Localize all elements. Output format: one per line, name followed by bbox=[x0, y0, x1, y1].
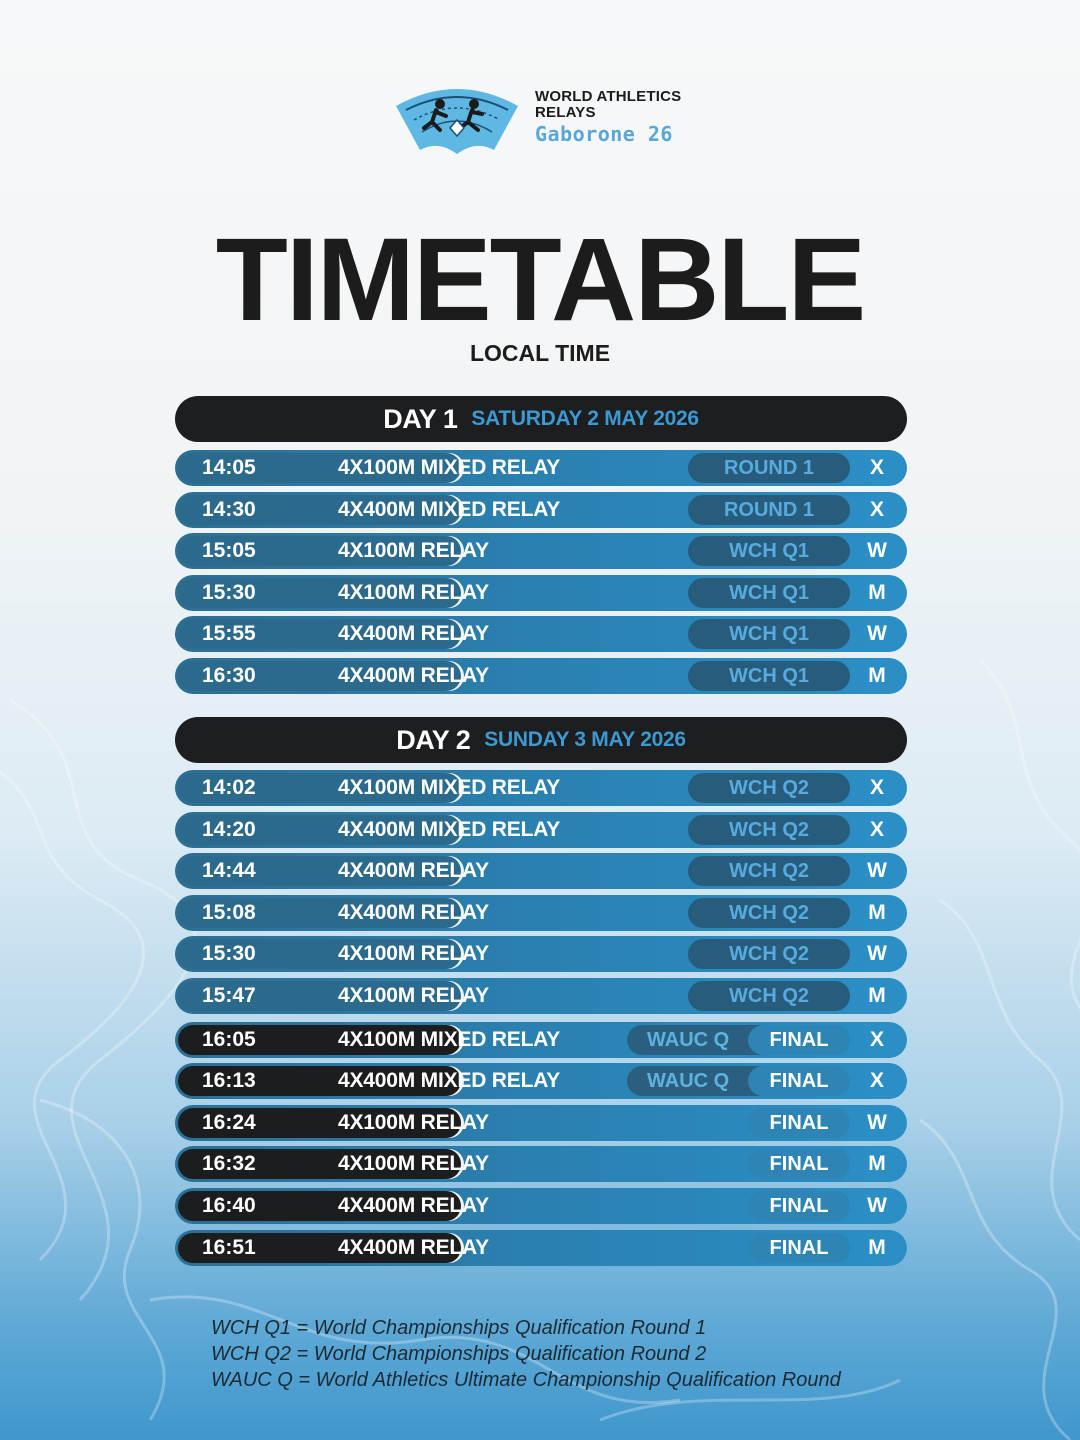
schedule-row bbox=[175, 492, 907, 528]
schedule-row bbox=[175, 1063, 907, 1099]
row-event: 4X100M RELAY bbox=[338, 984, 489, 1007]
schedule-row bbox=[175, 616, 907, 652]
row-event: 4X100M RELAY bbox=[338, 942, 489, 965]
row-round-badge: FINAL bbox=[748, 1149, 850, 1179]
schedule-row bbox=[175, 812, 907, 848]
row-time: 14:02 bbox=[178, 773, 461, 803]
logo-city: Gaborone 26 bbox=[535, 122, 673, 146]
row-round-badge: WCH Q2 bbox=[688, 898, 850, 928]
row-round-badge: WCH Q2 bbox=[688, 856, 850, 886]
schedule-row bbox=[175, 658, 907, 694]
row-category: W bbox=[867, 539, 887, 562]
day-label: DAY 2 bbox=[396, 724, 471, 755]
footnote: WCH Q2 = World Championships Qualification Round 2 bbox=[211, 1343, 707, 1365]
row-round-badge: WCH Q2 bbox=[688, 939, 850, 969]
schedule-row bbox=[175, 895, 907, 931]
row-round-badge: FINAL bbox=[748, 1191, 850, 1221]
row-event: 4X100M MIXED RELAY bbox=[338, 1028, 561, 1051]
row-time: 14:30 bbox=[178, 495, 461, 525]
row-round-badge: WCH Q1 bbox=[688, 619, 850, 649]
row-category: W bbox=[867, 942, 887, 965]
row-round-badge: FINAL bbox=[748, 1066, 850, 1096]
row-event: 4X100M RELAY bbox=[338, 1152, 489, 1175]
day-date: SATURDAY 2 MAY 2026 bbox=[471, 407, 699, 430]
day-date: SUNDAY 3 MAY 2026 bbox=[484, 728, 686, 751]
row-category: M bbox=[868, 664, 886, 687]
row-category: M bbox=[868, 1236, 886, 1259]
row-time: 15:47 bbox=[178, 981, 461, 1011]
row-time: 14:44 bbox=[178, 856, 461, 886]
schedule-row bbox=[175, 936, 907, 972]
day-label: DAY 1 bbox=[383, 403, 458, 434]
row-round-badge: ROUND 1 bbox=[688, 453, 850, 483]
logo-line-2: RELAYS bbox=[535, 104, 596, 121]
row-event: 4X400M RELAY bbox=[338, 664, 489, 687]
row-time: 15:30 bbox=[178, 578, 461, 608]
row-round-badge: FINAL bbox=[748, 1025, 850, 1055]
schedule-row bbox=[175, 1188, 907, 1224]
row-round-badge: WCH Q1 bbox=[688, 536, 850, 566]
row-event: 4X100M RELAY bbox=[338, 581, 489, 604]
row-event: 4X400M RELAY bbox=[338, 1194, 489, 1217]
schedule-row bbox=[175, 770, 907, 806]
row-category: W bbox=[867, 1111, 887, 1134]
schedule-row bbox=[175, 853, 907, 889]
row-category: X bbox=[869, 1028, 884, 1051]
day-1-header bbox=[175, 396, 907, 442]
row-category: M bbox=[868, 581, 886, 604]
row-category: M bbox=[868, 901, 886, 924]
row-category: W bbox=[867, 622, 887, 645]
row-event: 4X400M MIXED RELAY bbox=[338, 1069, 561, 1092]
row-time: 16:32 bbox=[178, 1149, 461, 1179]
row-event: 4X400M RELAY bbox=[338, 859, 489, 882]
row-round-badge: WCH Q1 bbox=[688, 578, 850, 608]
row-event: 4X400M RELAY bbox=[338, 1236, 489, 1259]
row-time: 15:55 bbox=[178, 619, 461, 649]
row-event: 4X400M MIXED RELAY bbox=[338, 818, 561, 841]
row-wauc-badge: WAUC Q bbox=[627, 1025, 787, 1055]
row-time: 16:24 bbox=[178, 1108, 461, 1138]
footnotes bbox=[211, 1315, 841, 1393]
row-round-badge: FINAL bbox=[748, 1108, 850, 1138]
row-time: 16:30 bbox=[178, 661, 461, 691]
footnote: WCH Q1 = World Championships Qualification Round 1 bbox=[211, 1317, 707, 1339]
row-category: X bbox=[869, 776, 884, 799]
row-time: 14:20 bbox=[178, 815, 461, 845]
row-round-badge: WCH Q2 bbox=[688, 773, 850, 803]
row-category: M bbox=[868, 1152, 886, 1175]
row-category: W bbox=[867, 859, 887, 882]
row-round-badge: WCH Q2 bbox=[688, 981, 850, 1011]
schedule-row bbox=[175, 1105, 907, 1141]
row-time: 16:40 bbox=[178, 1191, 461, 1221]
row-round-badge: ROUND 1 bbox=[688, 495, 850, 525]
row-category: M bbox=[868, 984, 886, 1007]
schedule-row bbox=[175, 533, 907, 569]
schedule-row bbox=[175, 1230, 907, 1266]
row-time: 14:05 bbox=[178, 453, 461, 483]
schedule-row bbox=[175, 1146, 907, 1182]
row-time: 15:05 bbox=[178, 536, 461, 566]
row-event: 4X100M RELAY bbox=[338, 539, 489, 562]
row-category: X bbox=[869, 456, 884, 479]
row-round-badge: FINAL bbox=[748, 1233, 850, 1263]
logo-wordmark bbox=[535, 89, 681, 146]
row-event: 4X100M MIXED RELAY bbox=[338, 776, 561, 799]
page-title: TIMETABLE bbox=[215, 214, 865, 346]
page-subtitle: LOCAL TIME bbox=[469, 340, 611, 366]
row-round-badge: WCH Q1 bbox=[688, 661, 850, 691]
schedule-row bbox=[175, 575, 907, 611]
row-time: 15:08 bbox=[178, 898, 461, 928]
row-category: X bbox=[869, 498, 884, 521]
day-2-header bbox=[175, 717, 907, 763]
schedule-row bbox=[175, 1022, 907, 1058]
row-event: 4X100M MIXED RELAY bbox=[338, 456, 561, 479]
schedule-row bbox=[175, 450, 907, 486]
row-time: 16:05 bbox=[178, 1025, 461, 1055]
row-category: W bbox=[867, 1194, 887, 1217]
schedule-row bbox=[175, 978, 907, 1014]
row-event: 4X400M MIXED RELAY bbox=[338, 498, 561, 521]
row-time: 16:51 bbox=[178, 1233, 461, 1263]
row-event: 4X400M RELAY bbox=[338, 901, 489, 924]
row-event: 4X100M RELAY bbox=[338, 1111, 489, 1134]
row-round-badge: WCH Q2 bbox=[688, 815, 850, 845]
row-wauc-badge: WAUC Q bbox=[627, 1066, 787, 1096]
logo-line-1: WORLD ATHLETICS bbox=[535, 88, 682, 105]
row-time: 15:30 bbox=[178, 939, 461, 969]
footnote: WAUC Q = World Athletics Ultimate Championship Qualification Round bbox=[211, 1369, 841, 1391]
row-event: 4X400M RELAY bbox=[338, 622, 489, 645]
row-category: X bbox=[869, 1069, 884, 1092]
row-time: 16:13 bbox=[178, 1066, 461, 1096]
row-category: X bbox=[869, 818, 884, 841]
event-logo bbox=[392, 80, 692, 160]
relays-emblem-icon bbox=[392, 80, 522, 158]
